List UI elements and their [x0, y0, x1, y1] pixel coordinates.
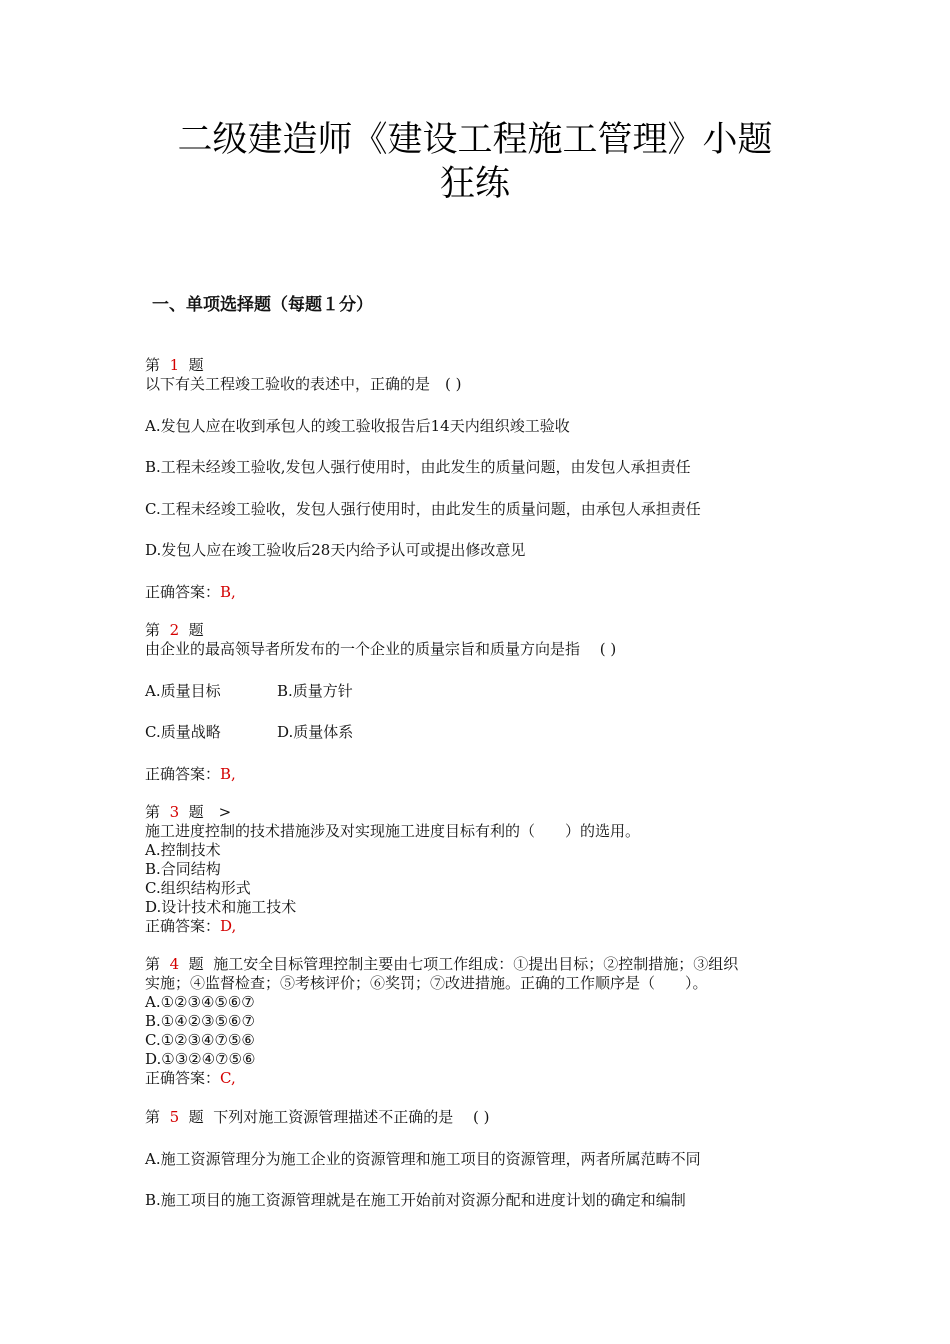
document-title-line-1: 二级建造师《建设工程施工管理》小题 [177, 120, 773, 160]
question-2-options-row-2 [145, 723, 354, 742]
question-3-option-c: C.组织结构形式 [145, 879, 251, 897]
question-suffix: 题 [188, 1108, 204, 1126]
question-prefix: 第 [145, 621, 161, 639]
question-2-options-row-1 [145, 682, 353, 701]
question-suffix: 题 > [188, 803, 232, 821]
question-prefix: 第 [145, 356, 161, 374]
question-4-option-c: C.①②③④⑦⑤⑥ [145, 1031, 255, 1049]
question-4-answer [145, 1069, 236, 1088]
question-2-stem: 由企业的最高领导者所发布的一个企业的质量宗旨和质量方向是指 ( ) [145, 640, 617, 658]
question-2-option-d: D.质量体系 [277, 723, 354, 741]
question-suffix: 题 [188, 955, 204, 973]
question-4-option-a: A.①②③④⑤⑥⑦ [145, 993, 255, 1011]
question-5-option-a: A.施工资源管理分为施工企业的资源管理和施工项目的资源管理，两者所属范畴不同 [145, 1150, 701, 1168]
answer-value: B, [220, 765, 236, 783]
question-5-option-b: B.施工项目的施工资源管理就是在施工开始前对资源分配和进度计划的确定和编制 [145, 1191, 686, 1209]
question-2-answer [145, 765, 236, 784]
answer-label: 正确答案： [145, 765, 221, 783]
question-1-answer [145, 583, 236, 602]
answer-value: D, [220, 917, 237, 935]
question-4-option-b: B.①④②③⑤⑥⑦ [145, 1012, 255, 1030]
question-3-option-d: D.设计技术和施工技术 [145, 898, 297, 916]
question-prefix: 第 [145, 1108, 161, 1126]
question-2-option-c: C.质量战略 [145, 723, 221, 741]
question-3-header [145, 803, 231, 822]
question-suffix: 题 [188, 621, 204, 639]
question-2-option-b: B.质量方针 [277, 682, 353, 700]
question-5-header [145, 1108, 489, 1127]
question-5-stem: 下列对施工资源管理描述不正确的是 ( ) [213, 1108, 490, 1126]
question-4-header [145, 955, 738, 974]
question-1-option-d: D.发包人应在竣工验收后28天内给予认可或提出修改意见 [145, 541, 526, 559]
question-suffix: 题 [188, 356, 204, 374]
question-prefix: 第 [145, 955, 161, 973]
question-3-answer [145, 917, 236, 936]
question-2-header [145, 621, 204, 640]
answer-label: 正确答案： [145, 1069, 221, 1087]
answer-value: B, [220, 583, 236, 601]
question-1-option-b: B.工程未经竣工验收,发包人强行使用时，由此发生的质量问题，由发包人承担责任 [145, 458, 691, 476]
question-number: 4 [169, 955, 180, 973]
section-heading: 一、单项选择题（每题１分） [152, 295, 373, 315]
question-1-option-a: A.发包人应在收到承包人的竣工验收报告后14天内组织竣工验收 [145, 417, 570, 435]
question-number: 3 [169, 803, 180, 821]
question-4-stem-line-2: 实施；④监督检查；⑤考核评价；⑥奖罚；⑦改进措施。正确的工作顺序是（ ）。 [145, 974, 708, 992]
answer-label: 正确答案： [145, 583, 221, 601]
question-4-stem-line-1: 施工安全目标管理控制主要由七项工作组成：①提出目标；②控制措施；③组织 [213, 955, 739, 973]
question-3-option-a: A.控制技术 [145, 841, 221, 859]
question-2-option-a: A.质量目标 [145, 682, 221, 700]
question-3-stem: 施工进度控制的技术措施涉及对实现施工进度目标有利的（ ）的选用。 [145, 822, 641, 840]
answer-label: 正确答案： [145, 917, 221, 935]
document-title-line-2: 狂练 [439, 164, 510, 204]
question-1-stem: 以下有关工程竣工验收的表述中，正确的是 ( ) [145, 375, 462, 393]
question-prefix: 第 [145, 803, 161, 821]
question-number: 2 [169, 621, 180, 639]
answer-value: C, [220, 1069, 236, 1087]
question-number: 1 [169, 356, 180, 374]
question-3-option-b: B.合同结构 [145, 860, 221, 878]
question-number: 5 [169, 1108, 180, 1126]
question-1-header [145, 356, 204, 375]
question-4-option-d: D.①③②④⑦⑤⑥ [145, 1050, 256, 1068]
question-1-option-c: C.工程未经竣工验收，发包人强行使用时，由此发生的质量问题，由承包人承担责任 [145, 500, 701, 518]
